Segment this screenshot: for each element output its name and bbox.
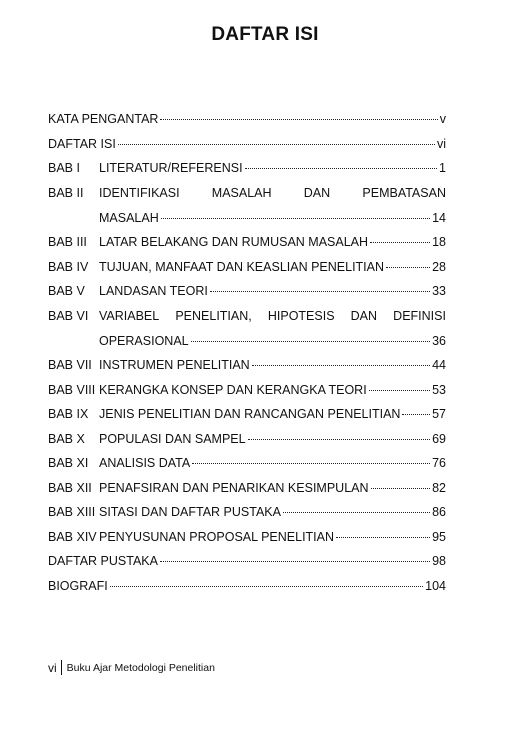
toc-page-number: v: [439, 112, 446, 126]
toc-entry-title: SITASI DAN DAFTAR PUSTAKA: [99, 505, 281, 519]
toc-entry[interactable]: [48, 406, 446, 422]
toc-entry-first-line: [99, 185, 446, 201]
toc-entry-title: DAFTAR PUSTAKA: [48, 554, 158, 568]
toc-chapter-number: BAB XII: [48, 480, 92, 495]
toc-entry-title: BIOGRAFI: [48, 578, 108, 593]
dot-leader: [110, 586, 423, 587]
toc-page-number: 14: [432, 210, 446, 225]
dot-leader: [283, 512, 430, 513]
dot-leader: [161, 218, 430, 219]
dot-leader: [369, 390, 430, 391]
toc-entry-title: DAFTAR ISI: [48, 136, 116, 151]
toc-word: PENELITIAN,: [175, 308, 252, 323]
toc-page-number: 98: [432, 554, 446, 568]
toc-entry[interactable]: [48, 259, 446, 275]
toc-page-number: 1: [439, 161, 446, 175]
dot-leader: [210, 291, 430, 292]
dot-leader: [160, 119, 437, 120]
toc-word: DAN: [303, 185, 331, 200]
toc-word: HIPOTESIS: [267, 308, 335, 323]
dot-leader: [192, 463, 430, 464]
dot-leader: [336, 537, 430, 538]
toc-entry-title: MASALAH: [99, 210, 159, 225]
toc-entry[interactable]: [48, 578, 446, 594]
toc-page-number: 95: [432, 529, 446, 544]
toc-chapter-number: BAB IV: [48, 259, 89, 274]
toc-entry-title: PENAFSIRAN DAN PENARIKAN KESIMPULAN: [99, 480, 369, 495]
footer-page-number: vi: [48, 660, 57, 675]
toc-chapter-number: BAB VII: [48, 358, 92, 372]
toc-entry[interactable]: [48, 160, 446, 176]
dot-leader: [248, 439, 431, 440]
toc-entry-title: LITERATUR/REFERENSI: [99, 161, 243, 175]
toc-entry[interactable]: [48, 431, 446, 447]
toc-page-number: 53: [432, 382, 446, 397]
dot-leader: [245, 168, 438, 169]
footer-divider: [61, 660, 62, 675]
toc-entry-title: TUJUAN, MANFAAT DAN KEASLIAN PENELITIAN: [99, 259, 385, 274]
dot-leader: [191, 341, 430, 342]
toc-entry-title: OPERASIONAL: [99, 333, 189, 348]
toc-page-number: 18: [432, 235, 446, 249]
toc-word: MASALAH: [211, 185, 272, 200]
toc-entry-title: JENIS PENELITIAN DAN RANCANGAN PENELITIAN: [99, 407, 401, 421]
toc-page-number: 44: [432, 358, 446, 372]
toc-word: PEMBATASAN: [362, 185, 446, 200]
dot-leader: [402, 414, 430, 415]
toc-page-number: 82: [432, 480, 446, 495]
toc-chapter-number: BAB VIII: [48, 382, 96, 397]
toc-entry-title: KATA PENGANTAR: [48, 112, 159, 126]
toc-chapter-number: BAB I: [48, 161, 80, 175]
toc-entry[interactable]: [48, 455, 446, 471]
dot-leader: [371, 488, 431, 489]
toc-word: DEFINISI: [393, 308, 446, 323]
toc-entry[interactable]: [48, 308, 446, 349]
dot-leader: [118, 144, 435, 145]
toc-chapter-number: BAB XI: [48, 456, 89, 470]
toc-entry[interactable]: [48, 111, 446, 127]
toc-word: DAN: [350, 308, 378, 323]
toc-entry-title: INSTRUMEN PENELITIAN: [99, 358, 250, 372]
toc-entry[interactable]: [48, 283, 446, 299]
toc-page-number: 33: [432, 284, 446, 298]
toc-entry-title: KERANGKA KONSEP DAN KERANGKA TEORI: [99, 382, 367, 397]
toc-entry[interactable]: [48, 382, 446, 398]
dot-leader: [160, 561, 430, 562]
toc-chapter-number: BAB III: [48, 235, 87, 249]
toc-entry[interactable]: [48, 357, 446, 373]
footer-book-title: Buku Ajar Metodologi Penelitian: [66, 661, 215, 674]
dot-leader: [370, 242, 430, 243]
toc-page-number: 69: [432, 431, 446, 446]
toc-chapter-number: BAB XIV: [48, 529, 97, 544]
toc-entry-title: ANALISIS DATA: [99, 456, 191, 470]
toc-page-number: 76: [432, 456, 446, 470]
toc-entry[interactable]: [48, 553, 446, 569]
table-of-contents: [48, 111, 446, 602]
toc-entry-title: PENYUSUNAN PROPOSAL PENELITIAN: [99, 529, 335, 544]
page-footer: [48, 660, 215, 675]
toc-entry[interactable]: [48, 234, 446, 250]
toc-entry-title: LANDASAN TEORI: [99, 284, 208, 298]
toc-chapter-number: BAB VI: [48, 308, 89, 323]
dot-leader: [252, 365, 430, 366]
toc-chapter-number: BAB V: [48, 284, 85, 298]
toc-page-number: 28: [432, 259, 446, 274]
toc-word: VARIABEL: [99, 308, 160, 323]
dot-leader: [386, 267, 430, 268]
toc-page-number: 86: [432, 505, 446, 519]
toc-entry[interactable]: [48, 504, 446, 520]
toc-chapter-number: BAB X: [48, 431, 85, 446]
toc-page-number: 104: [425, 578, 446, 593]
toc-entry-title: LATAR BELAKANG DAN RUMUSAN MASALAH: [99, 235, 369, 249]
toc-page-number: 36: [432, 333, 446, 348]
toc-chapter-number: BAB XIII: [48, 505, 96, 519]
toc-word: IDENTIFIKASI: [99, 185, 180, 200]
toc-entry-title: POPULASI DAN SAMPEL: [99, 431, 246, 446]
toc-entry-first-line: [99, 308, 446, 324]
toc-chapter-number: BAB II: [48, 185, 84, 200]
toc-entry[interactable]: [48, 480, 446, 496]
toc-page-number: vi: [436, 136, 446, 151]
page-title: DAFTAR ISI: [211, 24, 319, 45]
toc-entry[interactable]: [48, 185, 446, 226]
toc-entry[interactable]: [48, 136, 446, 152]
toc-page-number: 57: [432, 407, 446, 421]
toc-chapter-number: BAB IX: [48, 407, 89, 421]
toc-entry[interactable]: [48, 529, 446, 545]
